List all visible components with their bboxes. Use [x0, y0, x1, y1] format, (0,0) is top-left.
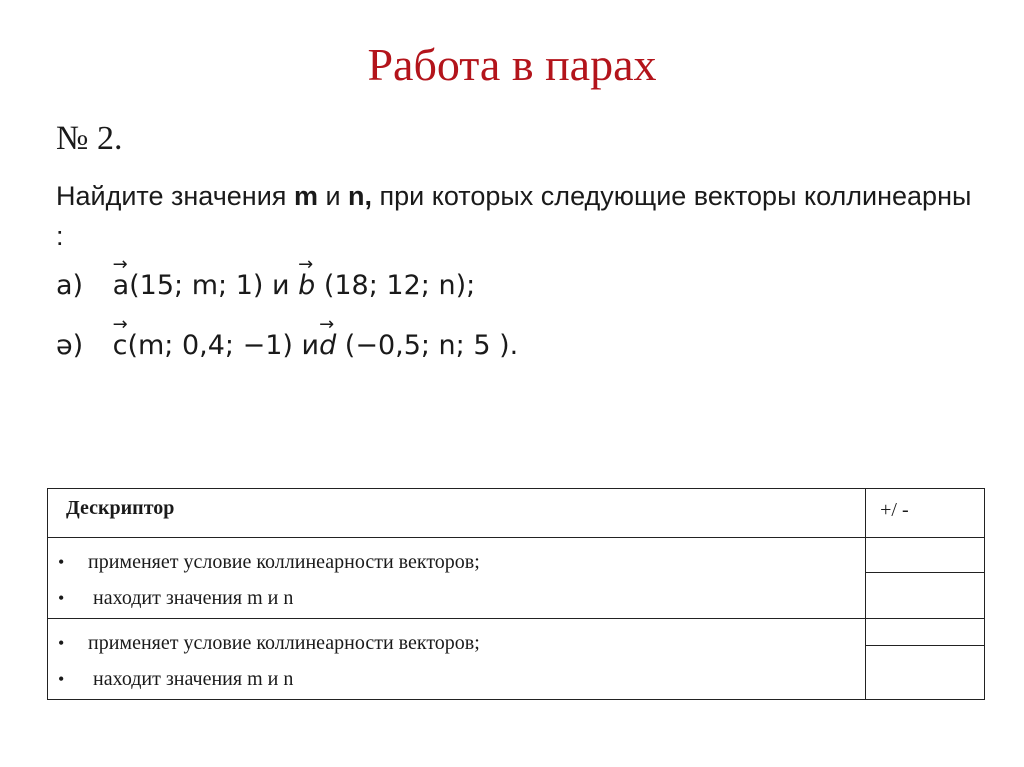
conjunction: и [263, 270, 299, 301]
vector-d-coords: (−0,5; n; 5 ). [336, 330, 519, 361]
item-ae [56, 314, 519, 361]
table-row [48, 619, 985, 700]
table-row [48, 538, 985, 619]
vector-arrow-icon: → [298, 254, 314, 275]
list-item: • находит значения m и n [58, 580, 865, 616]
mark-subcell[interactable] [866, 538, 984, 573]
bullet-icon: • [58, 552, 65, 572]
var-m: m [293, 181, 318, 211]
item-label: а) [56, 270, 84, 301]
vector-arrow-icon: → [112, 254, 128, 275]
descriptor-table [47, 488, 985, 700]
task-text-part-2: при которых следующие векторы коллинеарны : [56, 181, 972, 251]
conjunction: и [292, 330, 320, 361]
table-header-row [48, 489, 985, 538]
header-descriptor: Дескриптор [48, 489, 866, 538]
descriptor-cell [48, 538, 866, 619]
var-n: n, [348, 181, 373, 211]
list-item: • применяет условие коллинеарности векторов; [58, 544, 865, 580]
vector-b: → b [298, 254, 316, 301]
list-item: • применяет условие коллинеарности векторов; [58, 625, 865, 661]
vector-a: → a [112, 254, 130, 301]
mark-subcell[interactable] [866, 619, 984, 646]
item-label: ә) [56, 330, 84, 361]
task-text-part-1: Найдите значения [56, 181, 294, 211]
bullet-icon: • [58, 669, 65, 689]
bullet-icon: • [58, 633, 65, 653]
header-mark: +/ - [866, 489, 985, 538]
slide-title: Работа в парах [367, 39, 657, 90]
vector-d: → d [319, 314, 337, 361]
vector-c-coords: (m; 0,4; −1) [127, 330, 293, 361]
item-a [56, 254, 476, 301]
vector-c: → c [112, 314, 128, 361]
task-and: и [317, 181, 349, 211]
task-text [56, 176, 976, 256]
task-number: № 2. [56, 120, 123, 157]
vector-arrow-icon: → [319, 314, 335, 335]
bullet-icon: • [58, 588, 65, 608]
list-item: • находит значения m и n [58, 661, 865, 697]
mark-cell[interactable] [866, 619, 985, 700]
mark-cell[interactable] [866, 538, 985, 619]
vector-b-coords: (18; 12; n); [315, 270, 476, 301]
vector-arrow-icon: → [112, 314, 128, 335]
vector-a-coords: (15; m; 1) [129, 270, 264, 301]
descriptor-cell [48, 619, 866, 700]
